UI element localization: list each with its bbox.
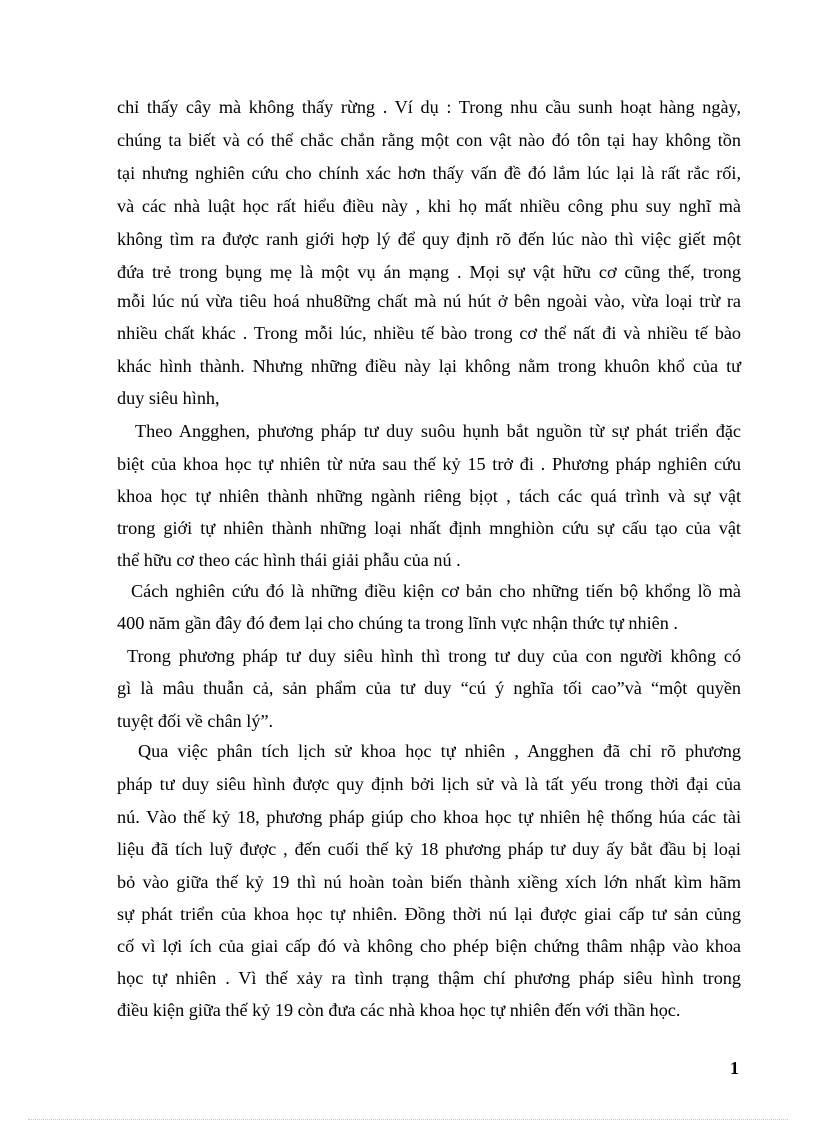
text-line: Cách nghiên cứu đó là những điều kiện cơ bản cho những tiến bộ khổng lồ mà bbox=[131, 581, 741, 601]
footer-divider bbox=[28, 1119, 788, 1120]
text-line: và các nhà luật học rất hiểu điều này , khi họ mất nhiều công phu suy nghĩ mà bbox=[117, 196, 741, 216]
text-line: tuyệt đối về chân lý”. bbox=[117, 711, 274, 731]
text-line: học tự nhiên . Vì thế xảy ra tình trạng thậm chí phương pháp siêu hình trong bbox=[117, 968, 741, 988]
text-line: không tìm ra được ranh giới hợp lý để quy định rõ đến lúc nào thì việc giết một bbox=[117, 229, 741, 249]
text-line: biệt của khoa học tự nhiên từ nửa sau thế kỷ 15 trở đi . Phương pháp nghiên cứu bbox=[117, 454, 741, 474]
text-line: chúng ta biết và có thể chắc chắn rằng một con vật nào đó tôn tại hay không tồn bbox=[117, 130, 741, 150]
text-line: Trong phương pháp tư duy siêu hình thì trong tư duy của con người không có bbox=[127, 646, 741, 666]
text-line: nhiều chất khác . Trong mỗi lúc, nhiều tế bào trong cơ thể nất đi và nhiều tế bào bbox=[117, 323, 741, 343]
text-line: pháp tư duy siêu hình được quy định bởi lịch sử và là tất yếu trong thời đại của bbox=[117, 774, 741, 794]
text-line: bỏ vào giữa thế kỷ 19 thì nú hoàn toàn biến thành xiềng xích lớn nhất kìm hãm bbox=[117, 872, 741, 892]
text-line: thể hữu cơ theo các hình thái giải phẫu của nú . bbox=[117, 550, 461, 570]
text-line: đứa trẻ trong bụng mẹ là một vụ án mạng . Mọi sự vật hữu cơ cũng thế, trong bbox=[117, 262, 741, 282]
text-line: trong giới tự nhiên thành những loại nhất định mnghiòn cứu sự cấu tạo của vật bbox=[117, 518, 741, 538]
text-line: khoa học tự nhiên thành những ngành riêng bịọt , tách các quá trình và sự vật bbox=[117, 486, 741, 506]
text-line: nú. Vào thế kỷ 18, phương pháp giúp cho khoa học tự nhiên hệ thống húa các tài bbox=[117, 807, 741, 827]
text-line: gì là mâu thuẫn cả, sản phẩm của tư duy “cú ý nghĩa tối cao”và “một quyền bbox=[117, 678, 741, 698]
text-line: duy siêu hình, bbox=[117, 388, 220, 408]
text-line: cố vì lợi ích của giai cấp đó và không cho phép biện chứng thâm nhập vào khoa bbox=[117, 936, 741, 956]
text-line: sự phát triển của khoa học tự nhiên. Đồng thời nú lại được giai cấp tư sản củng bbox=[117, 904, 741, 924]
text-line: 400 năm gần đây đó đem lại cho chúng ta trong lĩnh vực nhận thức tự nhiên . bbox=[117, 613, 678, 633]
text-line: Qua việc phân tích lịch sử khoa học tự nhiên , Angghen đã chỉ rõ phương bbox=[138, 741, 741, 761]
text-line: liệu đã tích luỹ được , đến cuối thế kỷ 18 phương pháp tư duy ấy bắt đầu bị loại bbox=[117, 839, 741, 859]
text-line: tại nhưng nghiên cứu cho chính xác hơn thấy vấn đề đó lắm lúc lại là rất rắc rối, bbox=[117, 163, 741, 183]
text-line: điều kiện giữa thế kỷ 19 còn đưa các nhà khoa học tự nhiên đến với thần học. bbox=[117, 1000, 681, 1020]
text-line: mỗi lúc nú vừa tiêu hoá nhu8ững chất mà nú hút ở bên ngoài vào, vừa loại trừ ra bbox=[117, 291, 741, 311]
text-line: Theo Angghen, phương pháp tư duy suôu hụnh bắt nguồn từ sự phát triển đặc bbox=[135, 421, 741, 441]
text-line: khác hình thành. Nhưng những điều này lại không nằm trong khuôn khổ của tư bbox=[117, 356, 741, 376]
text-line: chỉ thấy cây mà không thấy rừng . Ví dụ : Trong nhu cầu sunh hoạt hàng ngày, bbox=[117, 97, 741, 117]
page-number: 1 bbox=[730, 1058, 739, 1078]
